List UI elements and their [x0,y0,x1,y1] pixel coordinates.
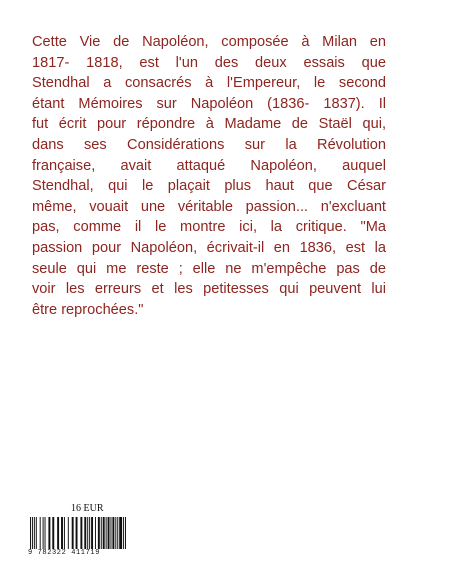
barcode-bar [98,517,100,549]
blurb-line: même, vouait une véritable passion... n'excluant [32,198,386,215]
barcode-bar [36,517,37,549]
barcode-bar [101,517,102,549]
isbn-digits: 9 782322 411719 [28,549,101,557]
barcode-bar [30,517,31,549]
barcode-bar [80,517,82,549]
barcode-bar [91,517,93,549]
barcode-bar [89,517,90,549]
blurb-line: passion pour Napoléon, écrivait-il en 1836, est la [32,239,386,256]
barcode-bar [57,517,59,549]
barcode-bar [45,517,46,549]
barcode-bar [43,517,44,549]
blurb-line: Stendhal a consacrés à l'Empereur, le second [32,75,386,92]
barcode-bar [108,517,110,549]
blurb-line: être reprochées." [32,301,144,318]
barcode-bar [112,517,114,549]
price-label: 16 EUR [71,503,104,514]
barcode-bar [84,517,86,549]
barcode-bar [95,517,96,549]
barcode-bar [72,517,74,549]
blurb-line: voir les erreurs et les petitesses qui peuvent lui [32,281,386,298]
barcode-bar [61,517,63,549]
barcode-bar [76,517,78,549]
blurb-line: étant Mémoires sur Napoléon (1836- 1837). Il [32,95,386,112]
barcode-bar [52,517,54,549]
blurb-line: 1817- 1818, est l'un des deux essais que [32,54,386,71]
back-cover-blurb [32,32,386,320]
barcode-bar [117,517,118,549]
barcode-bar [119,517,122,549]
blurb-line: française, avait attaqué Napoléon, auquel [32,157,386,174]
barcode-bar [115,517,116,549]
barcode-bar [110,517,111,549]
barcode-bar [34,517,35,549]
barcode-bar [125,517,126,549]
barcode-bar [87,517,88,549]
blurb-line: Cette Vie de Napoléon, composée à Milan en [32,34,386,50]
barcode-bar [68,517,69,549]
blurb-line: Stendhal, qui le plaçait plus haut que César [32,178,386,195]
barcode-graphic [28,517,128,549]
barcode-bar [64,517,65,549]
blurb-line: seule qui me reste ; elle ne m'empêche pas de [32,260,386,277]
blurb-line: dans ses Considérations sur la Révolution [32,136,386,153]
blurb-line: fut écrit pour répondre à Madame de Staël qui, [32,116,386,133]
blurb-line: pas, comme il le montre ici, la critique. "Ma [32,219,386,236]
barcode-bar [123,517,124,549]
barcode-bar [32,517,33,549]
barcode-bar [48,517,50,549]
barcode-bar [106,517,107,549]
barcode-bar [103,517,105,549]
barcode-bar [40,517,41,549]
